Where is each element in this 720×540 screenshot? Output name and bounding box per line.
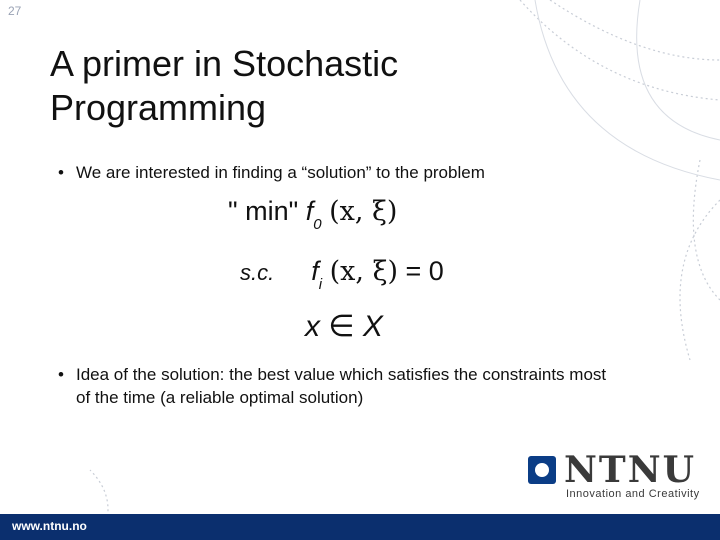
ntnu-logo-word: NTNU xyxy=(564,449,696,491)
math-subscript: 0 xyxy=(313,216,322,233)
ntnu-logo-tagline: Innovation and Creativity xyxy=(566,488,700,500)
math-variable: x xyxy=(305,310,320,343)
math-domain xyxy=(305,309,383,344)
footer-bar xyxy=(0,514,720,540)
math-rhs: = 0 xyxy=(405,256,444,286)
slide-title-line-1: A primer in Stochastic xyxy=(50,43,399,84)
math-function: f xyxy=(305,196,314,226)
bullet-text: Idea of the solution: the best value which satisfies the constraints most of the time (a reliable optimal solution) xyxy=(76,365,607,407)
ntnu-logo-icon xyxy=(528,456,556,484)
math-min-label: " min" xyxy=(228,196,299,226)
math-arguments: (x, ξ) xyxy=(329,196,398,227)
slide-title-line-2: Programming xyxy=(50,87,267,128)
math-function: f xyxy=(311,256,319,286)
math-subscript: i xyxy=(318,276,323,293)
math-set: X xyxy=(362,310,383,343)
bullet-item-2 xyxy=(58,363,618,409)
slide-title xyxy=(50,42,570,130)
math-objective xyxy=(228,196,398,233)
page-number: 27 xyxy=(8,4,22,18)
ntnu-logo xyxy=(528,450,704,506)
bullet-symbol: • xyxy=(58,365,64,384)
bullet-text: We are interested in finding a “solution” to the problem xyxy=(76,163,485,182)
bullet-item-1 xyxy=(58,161,618,184)
footer-url[interactable]: www.ntnu.no xyxy=(12,519,87,533)
math-st-label: s.c. xyxy=(240,260,275,285)
math-constraint xyxy=(240,256,444,293)
math-element-of: ∈ xyxy=(328,310,355,343)
math-arguments: (x, ξ) xyxy=(329,256,398,287)
bullet-symbol: • xyxy=(58,163,64,182)
